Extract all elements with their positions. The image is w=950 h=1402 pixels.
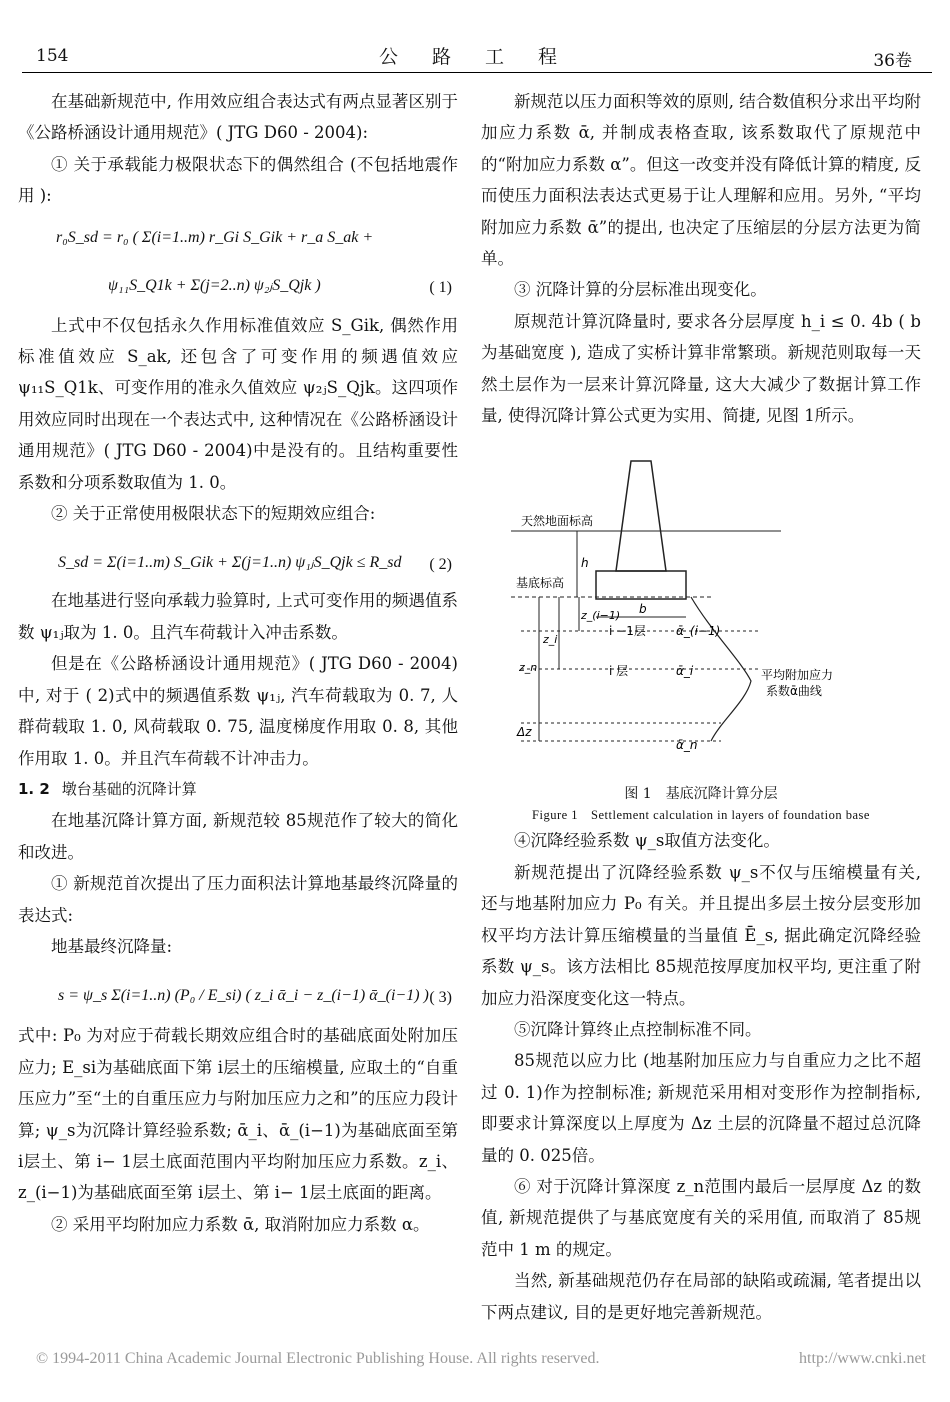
paragraph: 地基最终沉降量: xyxy=(51,936,173,956)
equation-2-number: ( 2) xyxy=(429,556,452,574)
settlement-diagram xyxy=(481,431,921,781)
paragraph: 在地基沉降计算方面, 新规范较 85规范作了较大的简化和改进。 xyxy=(18,811,458,862)
equation-3-number: ( 3) xyxy=(429,989,452,1007)
label-b: b xyxy=(639,602,647,617)
paragraph: 当然, 新基础规范仍存在局部的缺陷或疏漏, 笔者提出以下两点建议, 目的是更好地完善新规范。 xyxy=(481,1271,921,1322)
paragraph: 但是在《公路桥涵设计通用规范》( JTG D60 - 2004)中, 对于 ( 2)式中的频遇值系数 ψ₁ⱼ, 汽车荷载取为 0. 7, 人群荷载取 1. 0, 风荷载取 0. 75, 温度梯度作用取 0. 8, 其他作用取 1. 0。并且汽车荷载不计冲击力。 xyxy=(18,654,458,768)
equation-3-body: s = ψ_s Σ(i=1..n) (P₀ / E_si) ( z_i ᾱ_i − z_(i−1) ᾱ_(i−1) ) xyxy=(58,987,429,1005)
label-curve-2: 系数ᾱ曲线 xyxy=(766,684,822,699)
copyright-footer xyxy=(36,1350,926,1368)
paragraph: 新规范以压力面积等效的原则, 结合数值积分求出平均附加应力系数 ᾱ, 并制成表格查取, 该系数取代了原规范中的“附加应力系数 α”。但这一改变并没有降低计算的精度, 反而使压力面积法表达式更易于让人理解和应用。另外, “平均附加应力系数 ᾱ”的提出, 也决定了压缩层的分层方法更为简单。 xyxy=(481,92,921,269)
page-number: 154 xyxy=(36,46,69,66)
label-layer-i: i 层 xyxy=(609,664,629,679)
label-alpha-i: ᾱ_i xyxy=(676,664,694,679)
header-rule xyxy=(22,72,932,73)
equation-2-body: S_sd = Σ(i=1..m) S_Gik + Σ(j=1..n) ψ₁ⱼS_Qjk ≤ R_sd xyxy=(58,554,402,572)
paragraph: 在基础新规范中, 作用效应组合表达式有两点显著区别于《公路桥涵设计通用规范》( JTG D60 - 2004): xyxy=(18,92,458,143)
label-zi: z_i xyxy=(543,633,558,647)
left-column xyxy=(18,86,458,1240)
paragraph: 85规范以应力比 (地基附加压应力与自重应力之比不超过 0. 1)作为控制标准; 新规范采用相对变形作为控制指标, 即要求计算深度以上厚度为 Δz 土层的沉降量不超过总沉降量的 0. 025倍。 xyxy=(481,1051,921,1165)
label-zn: z_n xyxy=(519,661,538,675)
running-header xyxy=(0,40,950,70)
equation-3 xyxy=(18,962,458,1020)
paragraph: 新规范提出了沉降经验系数 ψ_s不仅与压缩模量有关, 还与地基附加应力 P₀ 有关。并且提出多层土按分层变形加权平均方法计算压缩模量的当量值 Ē_s, 据此确定沉降经验系数 ψ_s。该方法相比 85规范按厚度加权平均, 更注重了附加应力沿深度变化这一特点。 xyxy=(481,862,921,1008)
label-layer-prev: i −1层 xyxy=(609,624,646,639)
paragraph: 式中: P₀ 为对应于荷载长期效应组合时的基础底面处附加压应力; E_si为基础底面下第 i层土的压缩模量, 应取土的“自重压应力”至“土的自重压应力与附加压应力之和”的压应力段计算; ψ_s为沉降计算经验系数; ᾱ_i、ᾱ_(i−1)为基础底面至第 i层土、第 i− 1层土底面范围内平均附加压应力系数。z_i、z_(i−1)为基础底面至第 i层土、第 i− 1层土底面的距离。 xyxy=(18,1026,458,1203)
label-dz: Δz xyxy=(517,725,532,740)
paragraph: ⑥ 对于沉降计算深度 z_n范围内最后一层厚度 Δz 的数值, 新规范提供了与基底宽度有关的采用值, 而取消了 85规范中 1 m 的规定。 xyxy=(481,1176,921,1259)
equation-1-number: ( 1) xyxy=(429,278,452,296)
copyright-text: © 1994-2011 China Academic Journal Electronic Publishing House. All rights reserved. xyxy=(36,1350,600,1367)
paragraph: 原规范计算沉降量时, 要求各分层厚度 h_i ≤ 0. 4b ( b为基础宽度 ), 造成了实桥计算非常繁琐。新规范则取每一天然土层作为一层来计算沉降量, 这大大减少了数据计算工作量, 使得沉降计算公式更为实用、简捷, 见图 1所示。 xyxy=(481,311,921,426)
volume-label: 36卷 xyxy=(873,51,912,71)
equation-1-line-2: ψ₁₁S_Q1k + Σ(j=2..n) ψ₂ⱼS_Qjk ) xyxy=(108,276,321,294)
pier-shape xyxy=(616,461,666,571)
right-column xyxy=(481,86,921,1328)
footing-shape xyxy=(596,571,686,599)
equation-1 xyxy=(18,212,458,310)
paragraph: 在地基进行竖向承载力验算时, 上式可变作用的频遇值系数 ψ₁ⱼ取为 1. 0。且汽车荷载计入冲击系数。 xyxy=(18,591,458,642)
section-number: 1. 2 xyxy=(18,779,50,798)
journal-title: 公 路 工 程 xyxy=(378,46,572,68)
equation-2 xyxy=(18,529,458,585)
label-h: h xyxy=(581,556,589,571)
label-zi1: z_(i−1) xyxy=(581,609,621,623)
paragraph: ⑤沉降计算终止点控制标准不同。 xyxy=(514,1019,762,1039)
paragraph: 上式中不仅包括永久作用标准值效应 S_Gik, 偶然作用标准值效应 S_ak, 还包含了可变作用的频遇值效应 ψ₁₁S_Q1k、可变作用的准永久值效应 ψ₂ⱼS_Qjk。这四项作用效应同时出现在一个表达式中, 这种情况在《公路桥涵设计通用规范》( JTG D60 - 2004)中是没有的。且结构重要性系数和分项系数取值为 1. 0。 xyxy=(18,315,458,492)
section-title: 墩台基础的沉降计算 xyxy=(61,779,197,798)
equation-1-line-1: r₀S_sd = r₀ ( Σ(i=1..m) r_Gi S_Gik + r_a S_ak + xyxy=(56,228,374,246)
label-ground: 天然地面标高 xyxy=(521,514,594,529)
paragraph: ② 关于正常使用极限状态下的短期效应组合: xyxy=(51,504,376,524)
label-curve-1: 平均附加应力 xyxy=(761,668,834,683)
label-alpha-prev: ᾱ_(i−1) xyxy=(676,624,721,639)
paragraph: ① 新规范首次提出了压力面积法计算地基最终沉降量的表达式: xyxy=(18,874,458,925)
section-heading xyxy=(18,774,458,805)
figure-1 xyxy=(481,431,921,781)
label-base: 基底标高 xyxy=(516,576,565,591)
figure-caption-en: Figure 1 Settlement calculation in layers of foundation base xyxy=(532,808,870,823)
paragraph: ④沉降经验系数 ψ_s取值方法变化。 xyxy=(514,831,780,851)
footer-url[interactable]: http://www.cnki.net xyxy=(799,1350,926,1367)
paragraph: ③ 沉降计算的分层标准出现变化。 xyxy=(514,280,767,300)
paragraph: ① 关于承载能力极限状态下的偶然组合 (不包括地震作用 ): xyxy=(18,154,458,206)
paragraph: ② 采用平均附加应力系数 ᾱ, 取消附加应力系数 α。 xyxy=(51,1214,430,1234)
label-alpha-n: ᾱ_n xyxy=(676,738,698,753)
figure-caption-cn: 图 1 基底沉降计算分层 xyxy=(624,786,778,803)
